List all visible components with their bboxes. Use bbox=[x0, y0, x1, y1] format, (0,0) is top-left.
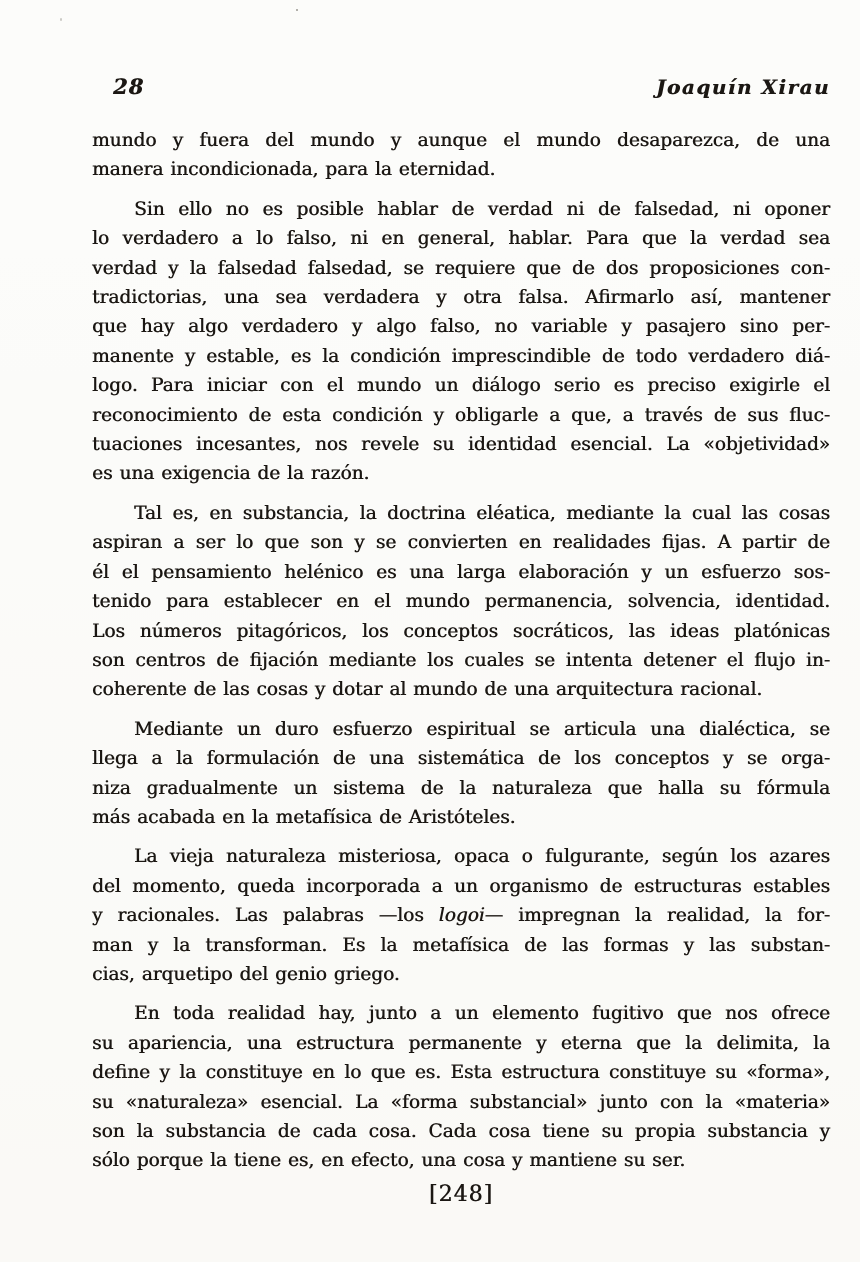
text-line: mundo y fuera del mundo y aunque el mundo desaparezca, de una bbox=[92, 130, 830, 151]
text-line: Los números pitagóricos, los conceptos socráticos, las ideas platónicas bbox=[92, 620, 830, 642]
text-line: Sin ello no es posible hablar de verdad ni de falsedad, ni oponer bbox=[134, 198, 830, 220]
text-line: lo verdadero a lo falso, ni en general, hablar. Para que la verdad sea bbox=[92, 228, 830, 250]
text-line: cias, arquetipo del genio griego. bbox=[92, 963, 400, 985]
text-line: aspiran a ser lo que son y se convierten en realidades fijas. A partir de bbox=[92, 532, 830, 554]
text-line: que hay algo verdadero y algo falso, no variable y pasajero sino per- bbox=[92, 316, 830, 338]
paragraph bbox=[92, 195, 830, 489]
running-title-author: Joaquín Xirau bbox=[655, 75, 830, 99]
running-head bbox=[92, 74, 830, 99]
body-text bbox=[92, 126, 830, 1186]
text-line: llega a la formulación de una sistemática de los conceptos y se orga- bbox=[92, 748, 830, 770]
text-line: manera incondicionada, para la eternidad. bbox=[92, 159, 496, 181]
text-line: su apariencia, una estructura permanente y eterna que la delimita, la bbox=[92, 1032, 830, 1054]
text-line: más acabada en la metafísica de Aristóteles. bbox=[92, 806, 516, 828]
text-line: Tal es, en substancia, la doctrina eléatica, mediante la cual las cosas bbox=[134, 502, 830, 524]
paragraph bbox=[92, 842, 830, 989]
text-line: Mediante un duro esfuerzo espiritual se articula una dialéctica, se bbox=[134, 718, 830, 740]
text-line: niza gradualmente un sistema de la naturaleza que halla su fórmula bbox=[92, 777, 830, 799]
text-line: tradictorias, una sea verdadera y otra falsa. Afirmarlo así, mantener bbox=[92, 287, 830, 309]
text-line: manente y estable, es la condición imprescindible de todo verdadero diá- bbox=[92, 345, 830, 367]
paragraph bbox=[92, 715, 830, 833]
paragraph bbox=[92, 499, 830, 705]
paragraph bbox=[92, 126, 830, 185]
text-line: es una exigencia de la razón. bbox=[92, 463, 370, 485]
text-line: reconocimiento de esta condición y obligarle a que, a través de sus fluc- bbox=[92, 404, 830, 426]
text-line: son centros de fijación mediante los cuales se intenta detener el flujo in- bbox=[92, 649, 830, 671]
text-line: su «naturaleza» esencial. La «forma substancial» junto con la «materia» bbox=[92, 1091, 830, 1113]
page-number: 28 bbox=[113, 74, 145, 99]
text-line: tenido para establecer en el mundo permanencia, solvencia, identidad. bbox=[92, 591, 830, 613]
text-line: En toda realidad hay, junto a un elemento fugitivo que nos ofrece bbox=[134, 1003, 830, 1025]
text-line: define y la constituye en lo que es. Esta estructura constituye su «forma», bbox=[92, 1062, 830, 1084]
folio-number: [248] bbox=[428, 1182, 494, 1207]
text-line: son la substancia de cada cosa. Cada cosa tiene su propia substancia y bbox=[92, 1121, 830, 1142]
scan-speck bbox=[60, 18, 62, 21]
text-line: él el pensamiento helénico es una larga elaboración y un esfuerzo sos- bbox=[92, 561, 830, 583]
text-line: coherente de las cosas y dotar al mundo de una arquitectura racional. bbox=[92, 679, 763, 701]
text-line: man y la transforman. Es la metafísica de las formas y las substan- bbox=[92, 934, 830, 956]
text-line: y racionales. Las palabras —los logoi— impregnan la realidad, la for- bbox=[92, 905, 830, 927]
page-footer bbox=[92, 1182, 830, 1207]
text-line: del momento, queda incorporada a un organismo de estructuras estables bbox=[92, 875, 830, 897]
scan-speck bbox=[296, 9, 298, 11]
text-line: tuaciones incesantes, nos revele su identidad esencial. La «objetividad» bbox=[92, 434, 830, 456]
text-line: La vieja naturaleza misteriosa, opaca o fulgurante, según los azares bbox=[134, 846, 830, 868]
text-line: verdad y la falsedad falsedad, se requiere que de dos proposiciones con- bbox=[92, 257, 830, 279]
text-line: logo. Para iniciar con el mundo un diálogo serio es preciso exigirle el bbox=[92, 375, 830, 397]
paragraph bbox=[92, 999, 830, 1175]
text-line: sólo porque la tiene es, en efecto, una cosa y mantiene su ser. bbox=[92, 1150, 686, 1172]
